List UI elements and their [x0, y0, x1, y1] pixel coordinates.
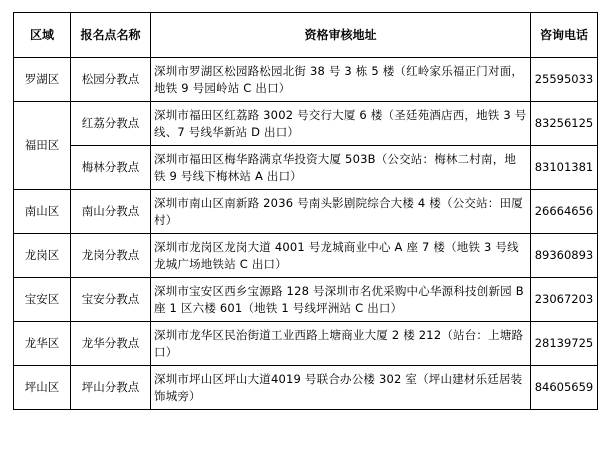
phone-cell: 23067203: [531, 278, 598, 322]
header-site: 报名点名称: [71, 13, 151, 58]
header-phone: 咨询电话: [531, 13, 598, 58]
registration-sites-table: [13, 12, 598, 410]
phone-cell: 89360893: [531, 234, 598, 278]
phone-cell: 84605659: [531, 366, 598, 410]
table-row: [14, 322, 598, 366]
address-cell: 深圳市坪山区坪山大道4019 号联合办公楼 302 室（坪山建材乐廷居装饰城旁）: [151, 366, 531, 410]
address-cell: 深圳市福田区梅华路满京华投资大厦 503B（公交站：梅林二村南，地铁 9 号线下梅林站 A 出口）: [151, 146, 531, 190]
table-row: [14, 102, 598, 146]
site-cell: 龙岗分教点: [71, 234, 151, 278]
district-cell: 福田区: [14, 102, 71, 190]
site-cell: 龙华分教点: [71, 322, 151, 366]
table-row: [14, 278, 598, 322]
address-cell: 深圳市南山区南新路 2036 号南头影剧院综合大楼 4 楼（公交站：田厦村）: [151, 190, 531, 234]
header-address: 资格审核地址: [151, 13, 531, 58]
table-row: [14, 190, 598, 234]
site-cell: 坪山分教点: [71, 366, 151, 410]
site-cell: 松园分教点: [71, 58, 151, 102]
table-row: [14, 146, 598, 190]
header-district: 区域: [14, 13, 71, 58]
site-cell: 南山分教点: [71, 190, 151, 234]
table-row: [14, 58, 598, 102]
phone-cell: 83256125: [531, 102, 598, 146]
district-cell: 龙岗区: [14, 234, 71, 278]
phone-cell: 26664656: [531, 190, 598, 234]
phone-cell: 83101381: [531, 146, 598, 190]
address-cell: 深圳市宝安区西乡宝源路 128 号深圳市名优采购中心华源科技创新园 B 座 1 区六楼 601（地铁 1 号线坪洲站 C 出口）: [151, 278, 531, 322]
table-header-row: [14, 13, 598, 58]
address-cell: 深圳市福田区红荔路 3002 号交行大厦 6 楼（圣廷苑酒店西，地铁 3 号线、7 号线华新站 D 出口）: [151, 102, 531, 146]
district-cell: 宝安区: [14, 278, 71, 322]
phone-cell: 25595033: [531, 58, 598, 102]
site-cell: 红荔分教点: [71, 102, 151, 146]
address-cell: 深圳市龙华区民治街道工业西路上塘商业大厦 2 楼 212（站台：上塘路口）: [151, 322, 531, 366]
site-cell: 宝安分教点: [71, 278, 151, 322]
site-cell: 梅林分教点: [71, 146, 151, 190]
address-cell: 深圳市罗湖区松园路松园北街 38 号 3 栋 5 楼（红岭家乐福正门对面，地铁 9 号园岭站 C 出口）: [151, 58, 531, 102]
table-row: [14, 366, 598, 410]
address-cell: 深圳市龙岗区龙岗大道 4001 号龙城商业中心 A 座 7 楼（地铁 3 号线龙城广场地铁站 C 出口）: [151, 234, 531, 278]
district-cell: 罗湖区: [14, 58, 71, 102]
table-row: [14, 234, 598, 278]
district-cell: 南山区: [14, 190, 71, 234]
district-cell: 龙华区: [14, 322, 71, 366]
district-cell: 坪山区: [14, 366, 71, 410]
phone-cell: 28139725: [531, 322, 598, 366]
